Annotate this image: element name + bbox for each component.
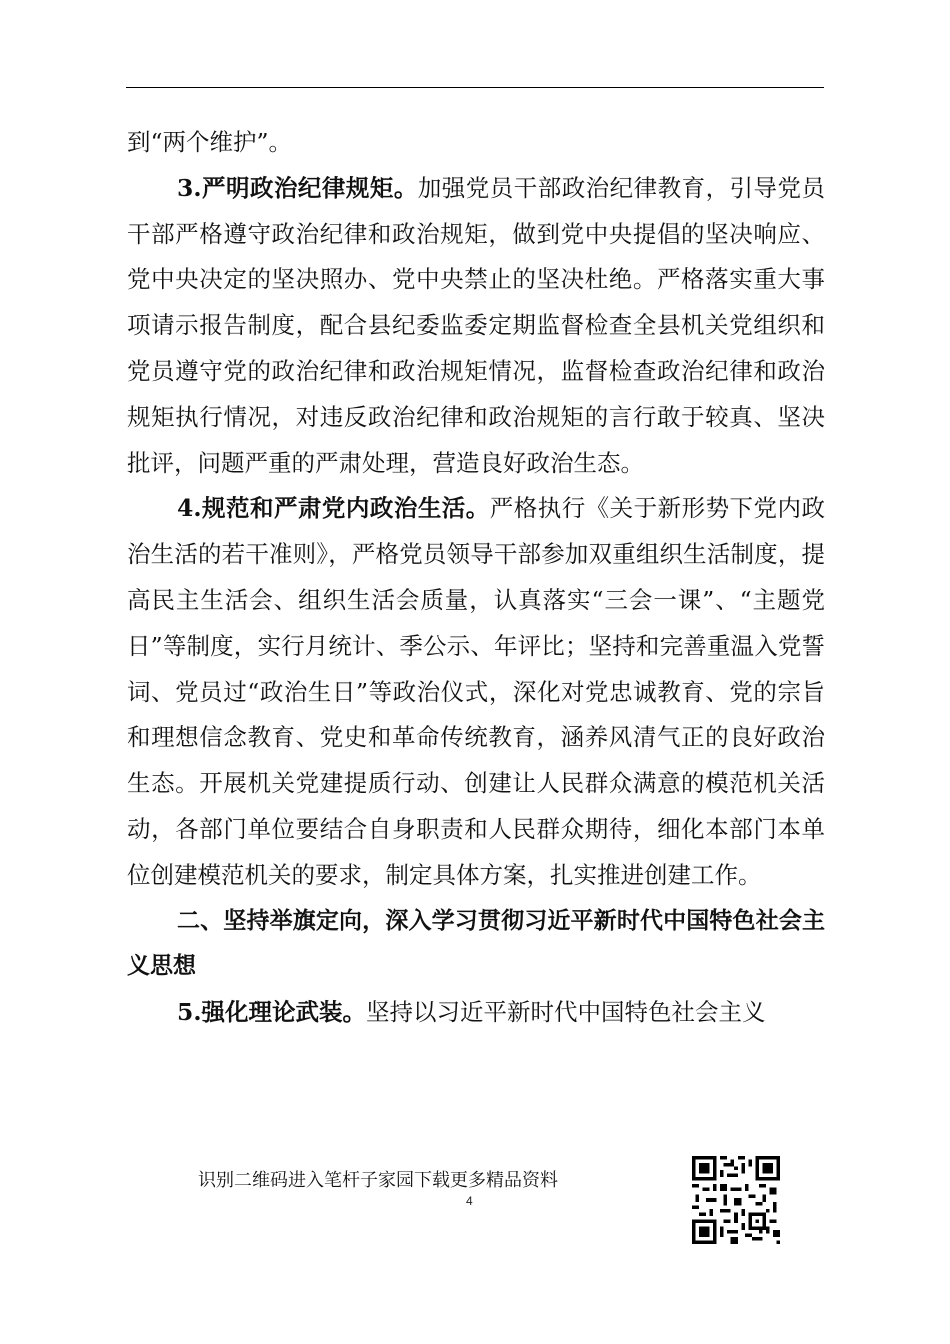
paragraph-4-body: 严格执行《关于新形势下党内政治生活的若干准则》，严格党员领导干部参加双重组织生活制度，提高民主生活会、组织生活会质量，认真落实“三会一课”、“主题党日”等制度，实行月统计、季公示、年评比；坚持和完善重温入党誓词、党员过“政治生日”等政治仪式，深化对党忠诚教育、党的宗旨和理想信念教育、党史和革命传统教育，涵养风清气正的良好政治生态。开展机关党建提质行动、创建让人民群众满意的模范机关活动，各部门单位要结合自身职责和人民群众期待，细化本部门本单位创建模范机关的要求，制定具体方案，扎实推进创建工作。 [127, 494, 825, 889]
paragraph-4 [127, 486, 825, 898]
paragraph-5-body: 坚持以习近平新时代中国特色社会主义 [366, 998, 766, 1027]
section-2-heading: 二、坚持举旗定向，深入学习贯彻习近平新时代中国特色社会主义思想 [127, 907, 825, 980]
paragraph-3-heading: 3.严明政治纪律规矩。 [177, 173, 418, 202]
page-number: 4 [466, 1194, 473, 1208]
paragraph-4-heading: 4.规范和严肃党内政治生活。 [177, 494, 490, 523]
header-rule [126, 87, 824, 88]
paragraph-5-heading: 5.强化理论武装。 [177, 998, 367, 1027]
paragraph-3 [127, 166, 825, 487]
paragraph-5 [127, 990, 825, 1036]
paragraph-3-body: 加强党员干部政治纪律教育，引导党员干部严格遵守政治纪律和政治规矩，做到党中央提倡的坚决响应、党中央决定的坚决照办、党中央禁止的坚决杜绝。严格落实重大事项请示报告制度，配合县纪委监委定期监督检查全县机关党组织和党员遵守党的政治纪律和政治规矩情况，监督检查政治纪律和政治规矩执行情况，对违反政治纪律和政治规矩的言行敢于较真、坚决批评，问题严重的严肃处理，营造良好政治生态。 [127, 173, 825, 477]
paragraph-continuation: 到“两个维护”。 [127, 128, 293, 156]
qr-code-icon[interactable] [692, 1156, 780, 1244]
footer-promo-text: 识别二维码进入笔杆子家园下载更多精品资料 [198, 1170, 558, 1191]
body-text [127, 120, 825, 1036]
